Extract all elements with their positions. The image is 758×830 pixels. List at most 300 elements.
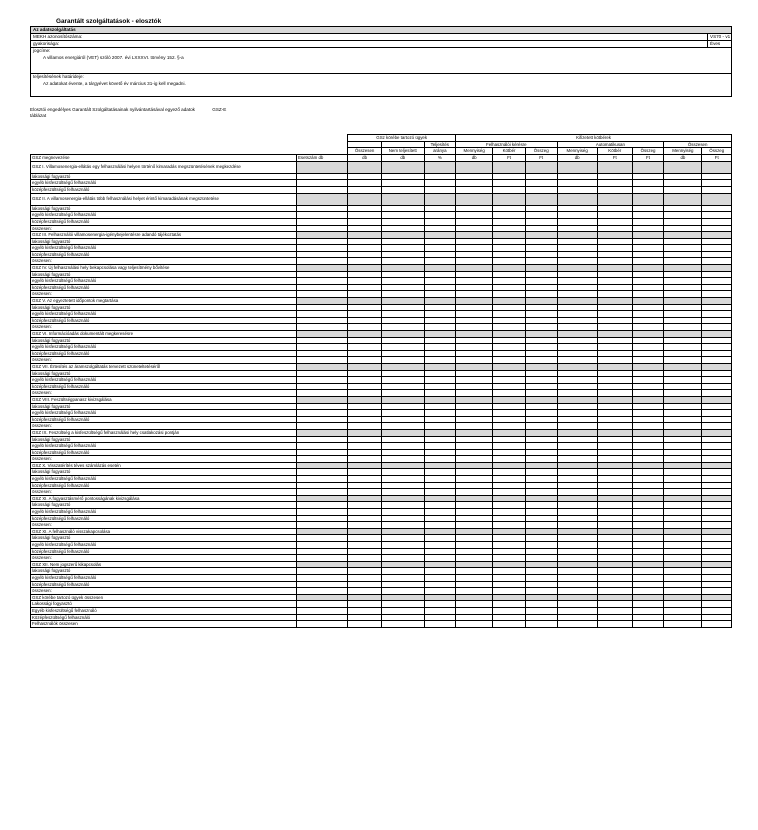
input-cell[interactable] bbox=[525, 614, 557, 621]
input-cell[interactable] bbox=[493, 383, 526, 390]
input-cell[interactable] bbox=[664, 515, 702, 522]
input-cell[interactable] bbox=[424, 456, 456, 463]
input-cell[interactable] bbox=[525, 449, 557, 456]
input-cell[interactable] bbox=[456, 403, 493, 410]
input-cell[interactable] bbox=[296, 423, 347, 430]
input-cell[interactable] bbox=[664, 621, 702, 628]
input-cell[interactable] bbox=[348, 377, 382, 384]
input-cell[interactable] bbox=[664, 423, 702, 430]
input-cell[interactable] bbox=[525, 180, 557, 187]
input-cell[interactable] bbox=[557, 410, 597, 417]
input-cell[interactable] bbox=[296, 535, 347, 542]
input-cell[interactable] bbox=[702, 173, 732, 180]
input-cell[interactable] bbox=[382, 601, 425, 608]
input-cell[interactable] bbox=[597, 601, 632, 608]
input-cell[interactable] bbox=[424, 225, 456, 232]
input-cell[interactable] bbox=[557, 186, 597, 193]
input-cell[interactable] bbox=[296, 482, 347, 489]
input-cell[interactable] bbox=[525, 555, 557, 562]
input-cell[interactable] bbox=[702, 581, 732, 588]
input-cell[interactable] bbox=[557, 502, 597, 509]
input-cell[interactable] bbox=[597, 542, 632, 549]
input-cell[interactable] bbox=[493, 180, 526, 187]
input-cell[interactable] bbox=[525, 205, 557, 212]
input-cell[interactable] bbox=[597, 218, 632, 225]
input-cell[interactable] bbox=[632, 337, 664, 344]
input-cell[interactable] bbox=[382, 278, 425, 285]
input-cell[interactable] bbox=[664, 271, 702, 278]
input-cell[interactable] bbox=[296, 542, 347, 549]
input-cell[interactable] bbox=[525, 271, 557, 278]
input-cell[interactable] bbox=[424, 535, 456, 542]
input-cell[interactable] bbox=[348, 568, 382, 575]
input-cell[interactable] bbox=[525, 370, 557, 377]
input-cell[interactable] bbox=[557, 522, 597, 529]
input-cell[interactable] bbox=[424, 390, 456, 397]
input-cell[interactable] bbox=[557, 284, 597, 291]
input-cell[interactable] bbox=[424, 410, 456, 417]
input-cell[interactable] bbox=[424, 218, 456, 225]
input-cell[interactable] bbox=[525, 456, 557, 463]
input-cell[interactable] bbox=[664, 324, 702, 331]
input-cell[interactable] bbox=[296, 436, 347, 443]
input-cell[interactable] bbox=[424, 436, 456, 443]
input-cell[interactable] bbox=[296, 456, 347, 463]
input-cell[interactable] bbox=[382, 311, 425, 318]
input-cell[interactable] bbox=[664, 509, 702, 516]
input-cell[interactable] bbox=[597, 574, 632, 581]
input-cell[interactable] bbox=[632, 225, 664, 232]
input-cell[interactable] bbox=[424, 574, 456, 581]
input-cell[interactable] bbox=[493, 568, 526, 575]
input-cell[interactable] bbox=[493, 271, 526, 278]
input-cell[interactable] bbox=[424, 278, 456, 285]
input-cell[interactable] bbox=[557, 443, 597, 450]
input-cell[interactable] bbox=[424, 212, 456, 219]
input-cell[interactable] bbox=[632, 173, 664, 180]
input-cell[interactable] bbox=[664, 456, 702, 463]
input-cell[interactable] bbox=[557, 173, 597, 180]
input-cell[interactable] bbox=[456, 311, 493, 318]
input-cell[interactable] bbox=[382, 476, 425, 483]
input-cell[interactable] bbox=[525, 357, 557, 364]
input-cell[interactable] bbox=[702, 621, 732, 628]
input-cell[interactable] bbox=[348, 588, 382, 595]
input-cell[interactable] bbox=[424, 515, 456, 522]
input-cell[interactable] bbox=[664, 377, 702, 384]
input-cell[interactable] bbox=[456, 614, 493, 621]
input-cell[interactable] bbox=[597, 502, 632, 509]
input-cell[interactable] bbox=[632, 456, 664, 463]
input-cell[interactable] bbox=[702, 278, 732, 285]
input-cell[interactable] bbox=[525, 568, 557, 575]
input-cell[interactable] bbox=[525, 350, 557, 357]
input-cell[interactable] bbox=[348, 548, 382, 555]
input-cell[interactable] bbox=[702, 476, 732, 483]
input-cell[interactable] bbox=[493, 515, 526, 522]
input-cell[interactable] bbox=[382, 337, 425, 344]
input-cell[interactable] bbox=[296, 218, 347, 225]
input-cell[interactable] bbox=[557, 212, 597, 219]
input-cell[interactable] bbox=[525, 337, 557, 344]
input-cell[interactable] bbox=[632, 614, 664, 621]
input-cell[interactable] bbox=[597, 456, 632, 463]
input-cell[interactable] bbox=[348, 614, 382, 621]
input-cell[interactable] bbox=[348, 515, 382, 522]
input-cell[interactable] bbox=[456, 601, 493, 608]
input-cell[interactable] bbox=[597, 588, 632, 595]
input-cell[interactable] bbox=[664, 304, 702, 311]
input-cell[interactable] bbox=[632, 469, 664, 476]
input-cell[interactable] bbox=[525, 515, 557, 522]
input-cell[interactable] bbox=[382, 607, 425, 614]
input-cell[interactable] bbox=[382, 509, 425, 516]
input-cell[interactable] bbox=[664, 311, 702, 318]
input-cell[interactable] bbox=[664, 225, 702, 232]
input-cell[interactable] bbox=[382, 383, 425, 390]
input-cell[interactable] bbox=[525, 278, 557, 285]
input-cell[interactable] bbox=[493, 304, 526, 311]
input-cell[interactable] bbox=[597, 416, 632, 423]
input-cell[interactable] bbox=[424, 238, 456, 245]
input-cell[interactable] bbox=[525, 443, 557, 450]
input-cell[interactable] bbox=[702, 337, 732, 344]
input-cell[interactable] bbox=[664, 502, 702, 509]
input-cell[interactable] bbox=[632, 357, 664, 364]
input-cell[interactable] bbox=[456, 278, 493, 285]
input-cell[interactable] bbox=[632, 350, 664, 357]
input-cell[interactable] bbox=[632, 383, 664, 390]
input-cell[interactable] bbox=[632, 443, 664, 450]
input-cell[interactable] bbox=[493, 337, 526, 344]
input-cell[interactable] bbox=[525, 284, 557, 291]
input-cell[interactable] bbox=[632, 317, 664, 324]
input-cell[interactable] bbox=[493, 390, 526, 397]
input-cell[interactable] bbox=[382, 621, 425, 628]
input-cell[interactable] bbox=[382, 489, 425, 496]
input-cell[interactable] bbox=[557, 278, 597, 285]
input-cell[interactable] bbox=[493, 482, 526, 489]
input-cell[interactable] bbox=[456, 383, 493, 390]
input-cell[interactable] bbox=[664, 180, 702, 187]
input-cell[interactable] bbox=[348, 317, 382, 324]
input-cell[interactable] bbox=[382, 284, 425, 291]
input-cell[interactable] bbox=[597, 515, 632, 522]
input-cell[interactable] bbox=[456, 205, 493, 212]
input-cell[interactable] bbox=[296, 271, 347, 278]
input-cell[interactable] bbox=[296, 317, 347, 324]
input-cell[interactable] bbox=[424, 469, 456, 476]
input-cell[interactable] bbox=[382, 482, 425, 489]
input-cell[interactable] bbox=[424, 377, 456, 384]
input-cell[interactable] bbox=[493, 588, 526, 595]
input-cell[interactable] bbox=[525, 548, 557, 555]
input-cell[interactable] bbox=[456, 212, 493, 219]
input-cell[interactable] bbox=[632, 377, 664, 384]
input-cell[interactable] bbox=[493, 311, 526, 318]
input-cell[interactable] bbox=[632, 291, 664, 298]
input-cell[interactable] bbox=[557, 205, 597, 212]
input-cell[interactable] bbox=[296, 377, 347, 384]
input-cell[interactable] bbox=[664, 555, 702, 562]
input-cell[interactable] bbox=[382, 377, 425, 384]
input-cell[interactable] bbox=[382, 271, 425, 278]
input-cell[interactable] bbox=[632, 542, 664, 549]
input-cell[interactable] bbox=[597, 377, 632, 384]
input-cell[interactable] bbox=[664, 522, 702, 529]
input-cell[interactable] bbox=[632, 588, 664, 595]
input-cell[interactable] bbox=[597, 357, 632, 364]
input-cell[interactable] bbox=[348, 403, 382, 410]
input-cell[interactable] bbox=[557, 357, 597, 364]
input-cell[interactable] bbox=[424, 350, 456, 357]
input-cell[interactable] bbox=[597, 238, 632, 245]
input-cell[interactable] bbox=[664, 574, 702, 581]
input-cell[interactable] bbox=[382, 238, 425, 245]
input-cell[interactable] bbox=[348, 476, 382, 483]
input-cell[interactable] bbox=[597, 449, 632, 456]
input-cell[interactable] bbox=[456, 489, 493, 496]
input-cell[interactable] bbox=[348, 278, 382, 285]
input-cell[interactable] bbox=[597, 324, 632, 331]
input-cell[interactable] bbox=[664, 489, 702, 496]
input-cell[interactable] bbox=[664, 186, 702, 193]
input-cell[interactable] bbox=[557, 291, 597, 298]
input-cell[interactable] bbox=[493, 574, 526, 581]
input-cell[interactable] bbox=[456, 180, 493, 187]
input-cell[interactable] bbox=[557, 476, 597, 483]
input-cell[interactable] bbox=[557, 601, 597, 608]
input-cell[interactable] bbox=[382, 542, 425, 549]
input-cell[interactable] bbox=[493, 218, 526, 225]
input-cell[interactable] bbox=[348, 522, 382, 529]
input-cell[interactable] bbox=[456, 607, 493, 614]
input-cell[interactable] bbox=[597, 581, 632, 588]
input-cell[interactable] bbox=[493, 284, 526, 291]
input-cell[interactable] bbox=[493, 238, 526, 245]
input-cell[interactable] bbox=[702, 614, 732, 621]
input-cell[interactable] bbox=[296, 469, 347, 476]
input-cell[interactable] bbox=[296, 251, 347, 258]
input-cell[interactable] bbox=[557, 621, 597, 628]
input-cell[interactable] bbox=[456, 337, 493, 344]
input-cell[interactable] bbox=[632, 344, 664, 351]
input-cell[interactable] bbox=[702, 456, 732, 463]
input-cell[interactable] bbox=[632, 370, 664, 377]
input-cell[interactable] bbox=[296, 350, 347, 357]
input-cell[interactable] bbox=[702, 443, 732, 450]
input-cell[interactable] bbox=[382, 403, 425, 410]
input-cell[interactable] bbox=[525, 436, 557, 443]
input-cell[interactable] bbox=[382, 515, 425, 522]
input-cell[interactable] bbox=[296, 186, 347, 193]
input-cell[interactable] bbox=[597, 317, 632, 324]
input-cell[interactable] bbox=[296, 344, 347, 351]
input-cell[interactable] bbox=[493, 251, 526, 258]
input-cell[interactable] bbox=[597, 410, 632, 417]
input-cell[interactable] bbox=[382, 357, 425, 364]
input-cell[interactable] bbox=[456, 423, 493, 430]
input-cell[interactable] bbox=[525, 173, 557, 180]
input-cell[interactable] bbox=[296, 225, 347, 232]
input-cell[interactable] bbox=[557, 311, 597, 318]
input-cell[interactable] bbox=[557, 581, 597, 588]
input-cell[interactable] bbox=[664, 218, 702, 225]
input-cell[interactable] bbox=[702, 324, 732, 331]
input-cell[interactable] bbox=[382, 344, 425, 351]
input-cell[interactable] bbox=[348, 601, 382, 608]
input-cell[interactable] bbox=[664, 601, 702, 608]
input-cell[interactable] bbox=[424, 443, 456, 450]
input-cell[interactable] bbox=[456, 390, 493, 397]
input-cell[interactable] bbox=[632, 416, 664, 423]
input-cell[interactable] bbox=[493, 522, 526, 529]
input-cell[interactable] bbox=[348, 238, 382, 245]
input-cell[interactable] bbox=[456, 515, 493, 522]
input-cell[interactable] bbox=[525, 489, 557, 496]
input-cell[interactable] bbox=[632, 489, 664, 496]
input-cell[interactable] bbox=[702, 212, 732, 219]
input-cell[interactable] bbox=[348, 180, 382, 187]
input-cell[interactable] bbox=[456, 324, 493, 331]
input-cell[interactable] bbox=[456, 370, 493, 377]
input-cell[interactable] bbox=[557, 245, 597, 252]
input-cell[interactable] bbox=[296, 509, 347, 516]
input-cell[interactable] bbox=[424, 258, 456, 265]
input-cell[interactable] bbox=[632, 449, 664, 456]
input-cell[interactable] bbox=[348, 251, 382, 258]
input-cell[interactable] bbox=[296, 180, 347, 187]
input-cell[interactable] bbox=[348, 621, 382, 628]
input-cell[interactable] bbox=[424, 416, 456, 423]
input-cell[interactable] bbox=[424, 173, 456, 180]
input-cell[interactable] bbox=[597, 403, 632, 410]
input-cell[interactable] bbox=[632, 581, 664, 588]
input-cell[interactable] bbox=[525, 574, 557, 581]
input-cell[interactable] bbox=[456, 416, 493, 423]
input-cell[interactable] bbox=[557, 370, 597, 377]
input-cell[interactable] bbox=[456, 542, 493, 549]
input-cell[interactable] bbox=[456, 225, 493, 232]
input-cell[interactable] bbox=[348, 186, 382, 193]
input-cell[interactable] bbox=[456, 502, 493, 509]
input-cell[interactable] bbox=[456, 555, 493, 562]
input-cell[interactable] bbox=[702, 258, 732, 265]
input-cell[interactable] bbox=[632, 271, 664, 278]
input-cell[interactable] bbox=[702, 410, 732, 417]
input-cell[interactable] bbox=[456, 344, 493, 351]
input-cell[interactable] bbox=[424, 284, 456, 291]
input-cell[interactable] bbox=[702, 588, 732, 595]
input-cell[interactable] bbox=[296, 291, 347, 298]
input-cell[interactable] bbox=[348, 436, 382, 443]
input-cell[interactable] bbox=[348, 218, 382, 225]
input-cell[interactable] bbox=[525, 509, 557, 516]
input-cell[interactable] bbox=[664, 284, 702, 291]
input-cell[interactable] bbox=[557, 377, 597, 384]
input-cell[interactable] bbox=[525, 344, 557, 351]
input-cell[interactable] bbox=[382, 350, 425, 357]
input-cell[interactable] bbox=[664, 469, 702, 476]
input-cell[interactable] bbox=[525, 245, 557, 252]
input-cell[interactable] bbox=[348, 271, 382, 278]
input-cell[interactable] bbox=[525, 621, 557, 628]
input-cell[interactable] bbox=[597, 535, 632, 542]
input-cell[interactable] bbox=[632, 238, 664, 245]
input-cell[interactable] bbox=[424, 449, 456, 456]
input-cell[interactable] bbox=[348, 383, 382, 390]
input-cell[interactable] bbox=[348, 225, 382, 232]
input-cell[interactable] bbox=[348, 337, 382, 344]
input-cell[interactable] bbox=[557, 568, 597, 575]
input-cell[interactable] bbox=[296, 284, 347, 291]
input-cell[interactable] bbox=[296, 205, 347, 212]
input-cell[interactable] bbox=[597, 614, 632, 621]
input-cell[interactable] bbox=[632, 218, 664, 225]
input-cell[interactable] bbox=[424, 205, 456, 212]
input-cell[interactable] bbox=[632, 601, 664, 608]
input-cell[interactable] bbox=[632, 621, 664, 628]
input-cell[interactable] bbox=[348, 574, 382, 581]
input-cell[interactable] bbox=[597, 423, 632, 430]
input-cell[interactable] bbox=[525, 304, 557, 311]
input-cell[interactable] bbox=[493, 324, 526, 331]
input-cell[interactable] bbox=[702, 350, 732, 357]
input-cell[interactable] bbox=[348, 311, 382, 318]
input-cell[interactable] bbox=[525, 291, 557, 298]
input-cell[interactable] bbox=[557, 542, 597, 549]
input-cell[interactable] bbox=[456, 568, 493, 575]
input-cell[interactable] bbox=[632, 212, 664, 219]
input-cell[interactable] bbox=[664, 535, 702, 542]
input-cell[interactable] bbox=[348, 258, 382, 265]
input-cell[interactable] bbox=[296, 337, 347, 344]
input-cell[interactable] bbox=[493, 410, 526, 417]
input-cell[interactable] bbox=[632, 522, 664, 529]
input-cell[interactable] bbox=[296, 416, 347, 423]
input-cell[interactable] bbox=[702, 186, 732, 193]
input-cell[interactable] bbox=[348, 489, 382, 496]
input-cell[interactable] bbox=[424, 186, 456, 193]
input-cell[interactable] bbox=[382, 614, 425, 621]
input-cell[interactable] bbox=[632, 535, 664, 542]
input-cell[interactable] bbox=[296, 390, 347, 397]
input-cell[interactable] bbox=[382, 443, 425, 450]
input-cell[interactable] bbox=[456, 482, 493, 489]
input-cell[interactable] bbox=[664, 258, 702, 265]
input-cell[interactable] bbox=[664, 173, 702, 180]
input-cell[interactable] bbox=[702, 423, 732, 430]
input-cell[interactable] bbox=[557, 337, 597, 344]
input-cell[interactable] bbox=[296, 304, 347, 311]
input-cell[interactable] bbox=[424, 482, 456, 489]
input-cell[interactable] bbox=[348, 291, 382, 298]
input-cell[interactable] bbox=[348, 423, 382, 430]
input-cell[interactable] bbox=[632, 278, 664, 285]
input-cell[interactable] bbox=[557, 225, 597, 232]
input-cell[interactable] bbox=[493, 212, 526, 219]
input-cell[interactable] bbox=[456, 574, 493, 581]
input-cell[interactable] bbox=[456, 377, 493, 384]
input-cell[interactable] bbox=[664, 588, 702, 595]
input-cell[interactable] bbox=[664, 548, 702, 555]
input-cell[interactable] bbox=[296, 581, 347, 588]
input-cell[interactable] bbox=[493, 344, 526, 351]
input-cell[interactable] bbox=[382, 555, 425, 562]
input-cell[interactable] bbox=[664, 449, 702, 456]
input-cell[interactable] bbox=[456, 469, 493, 476]
input-cell[interactable] bbox=[493, 377, 526, 384]
